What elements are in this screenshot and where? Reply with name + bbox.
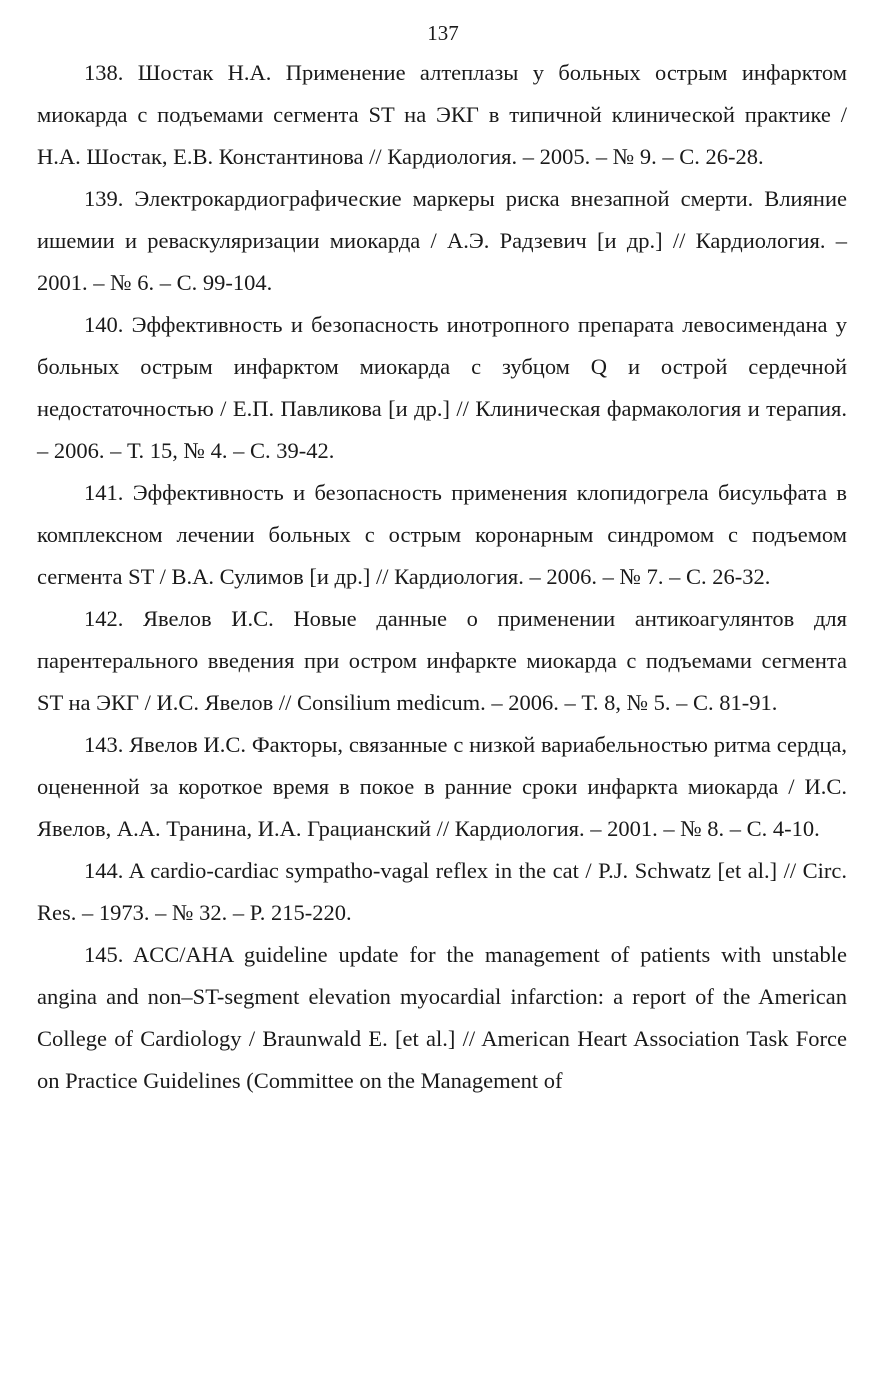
reference-item-145: 145. ACC/AHA guideline update for the management of patients with unstable angina and non–ST-segment elevation myocardial infarction: a report of the American College of Cardiology / Braunwald E. [et al.] // American Heart Association Task Force on Practice Guidelines (Committee on the Management of	[37, 942, 847, 1093]
reference-item-143: 143. Явелов И.С. Факторы, связанные с низкой вариабельностью ритма сердца, оцененной за короткое время в покое в ранние сроки инфаркта миокарда / И.С. Явелов, А.А. Транина, И.А. Грацианский // Кардиология. – 2001. – № 8. – С. 4-10.	[37, 732, 847, 841]
page-number: 137	[427, 21, 459, 45]
reference-item-142: 142. Явелов И.С. Новые данные о применении антикоагулянтов для парентерального введения при остром инфаркте миокарда с подъемами сегмента ST на ЭКГ / И.С. Явелов // Consilium medicum. – 2006. – Т. 8, № 5. – С. 81-91.	[37, 606, 847, 715]
reference-item-144: 144. A cardio-cardiac sympatho-vagal reflex in the cat / P.J. Schwatz [et al.] // Circ. Res. – 1973. – № 32. – P. 215-220.	[37, 858, 847, 925]
reference-item-138: 138. Шостак Н.А. Применение алтеплазы у больных острым инфарктом миокарда с подъемами сегмента ST на ЭКГ в типичной клинической практике / Н.А. Шостак, Е.В. Константинова // Кардиология. – 2005. – № 9. – С. 26-28.	[37, 60, 847, 169]
reference-list	[37, 52, 847, 1102]
reference-item-140: 140. Эффективность и безопасность инотропного препарата левосимендана у больных острым инфарктом миокарда с зубцом Q и острой сердечной недостаточностью / Е.П. Павликова [и др.] // Клиническая фармакология и терапия. – 2006. – Т. 15, № 4. – С. 39-42.	[37, 312, 847, 463]
reference-item-141: 141. Эффективность и безопасность применения клопидогрела бисульфата в комплексном лечении больных с острым коронарным синдромом с подъемом сегмента ST / В.А. Сулимов [и др.] // Кардиология. – 2006. – № 7. – С. 26-32.	[37, 480, 847, 589]
reference-item-139: 139. Электрокардиографические маркеры риска внезапной смерти. Влияние ишемии и реваскуляризации миокарда / А.Э. Радзевич [и др.] // Кардиология. – 2001. – № 6. – С. 99-104.	[37, 186, 847, 295]
